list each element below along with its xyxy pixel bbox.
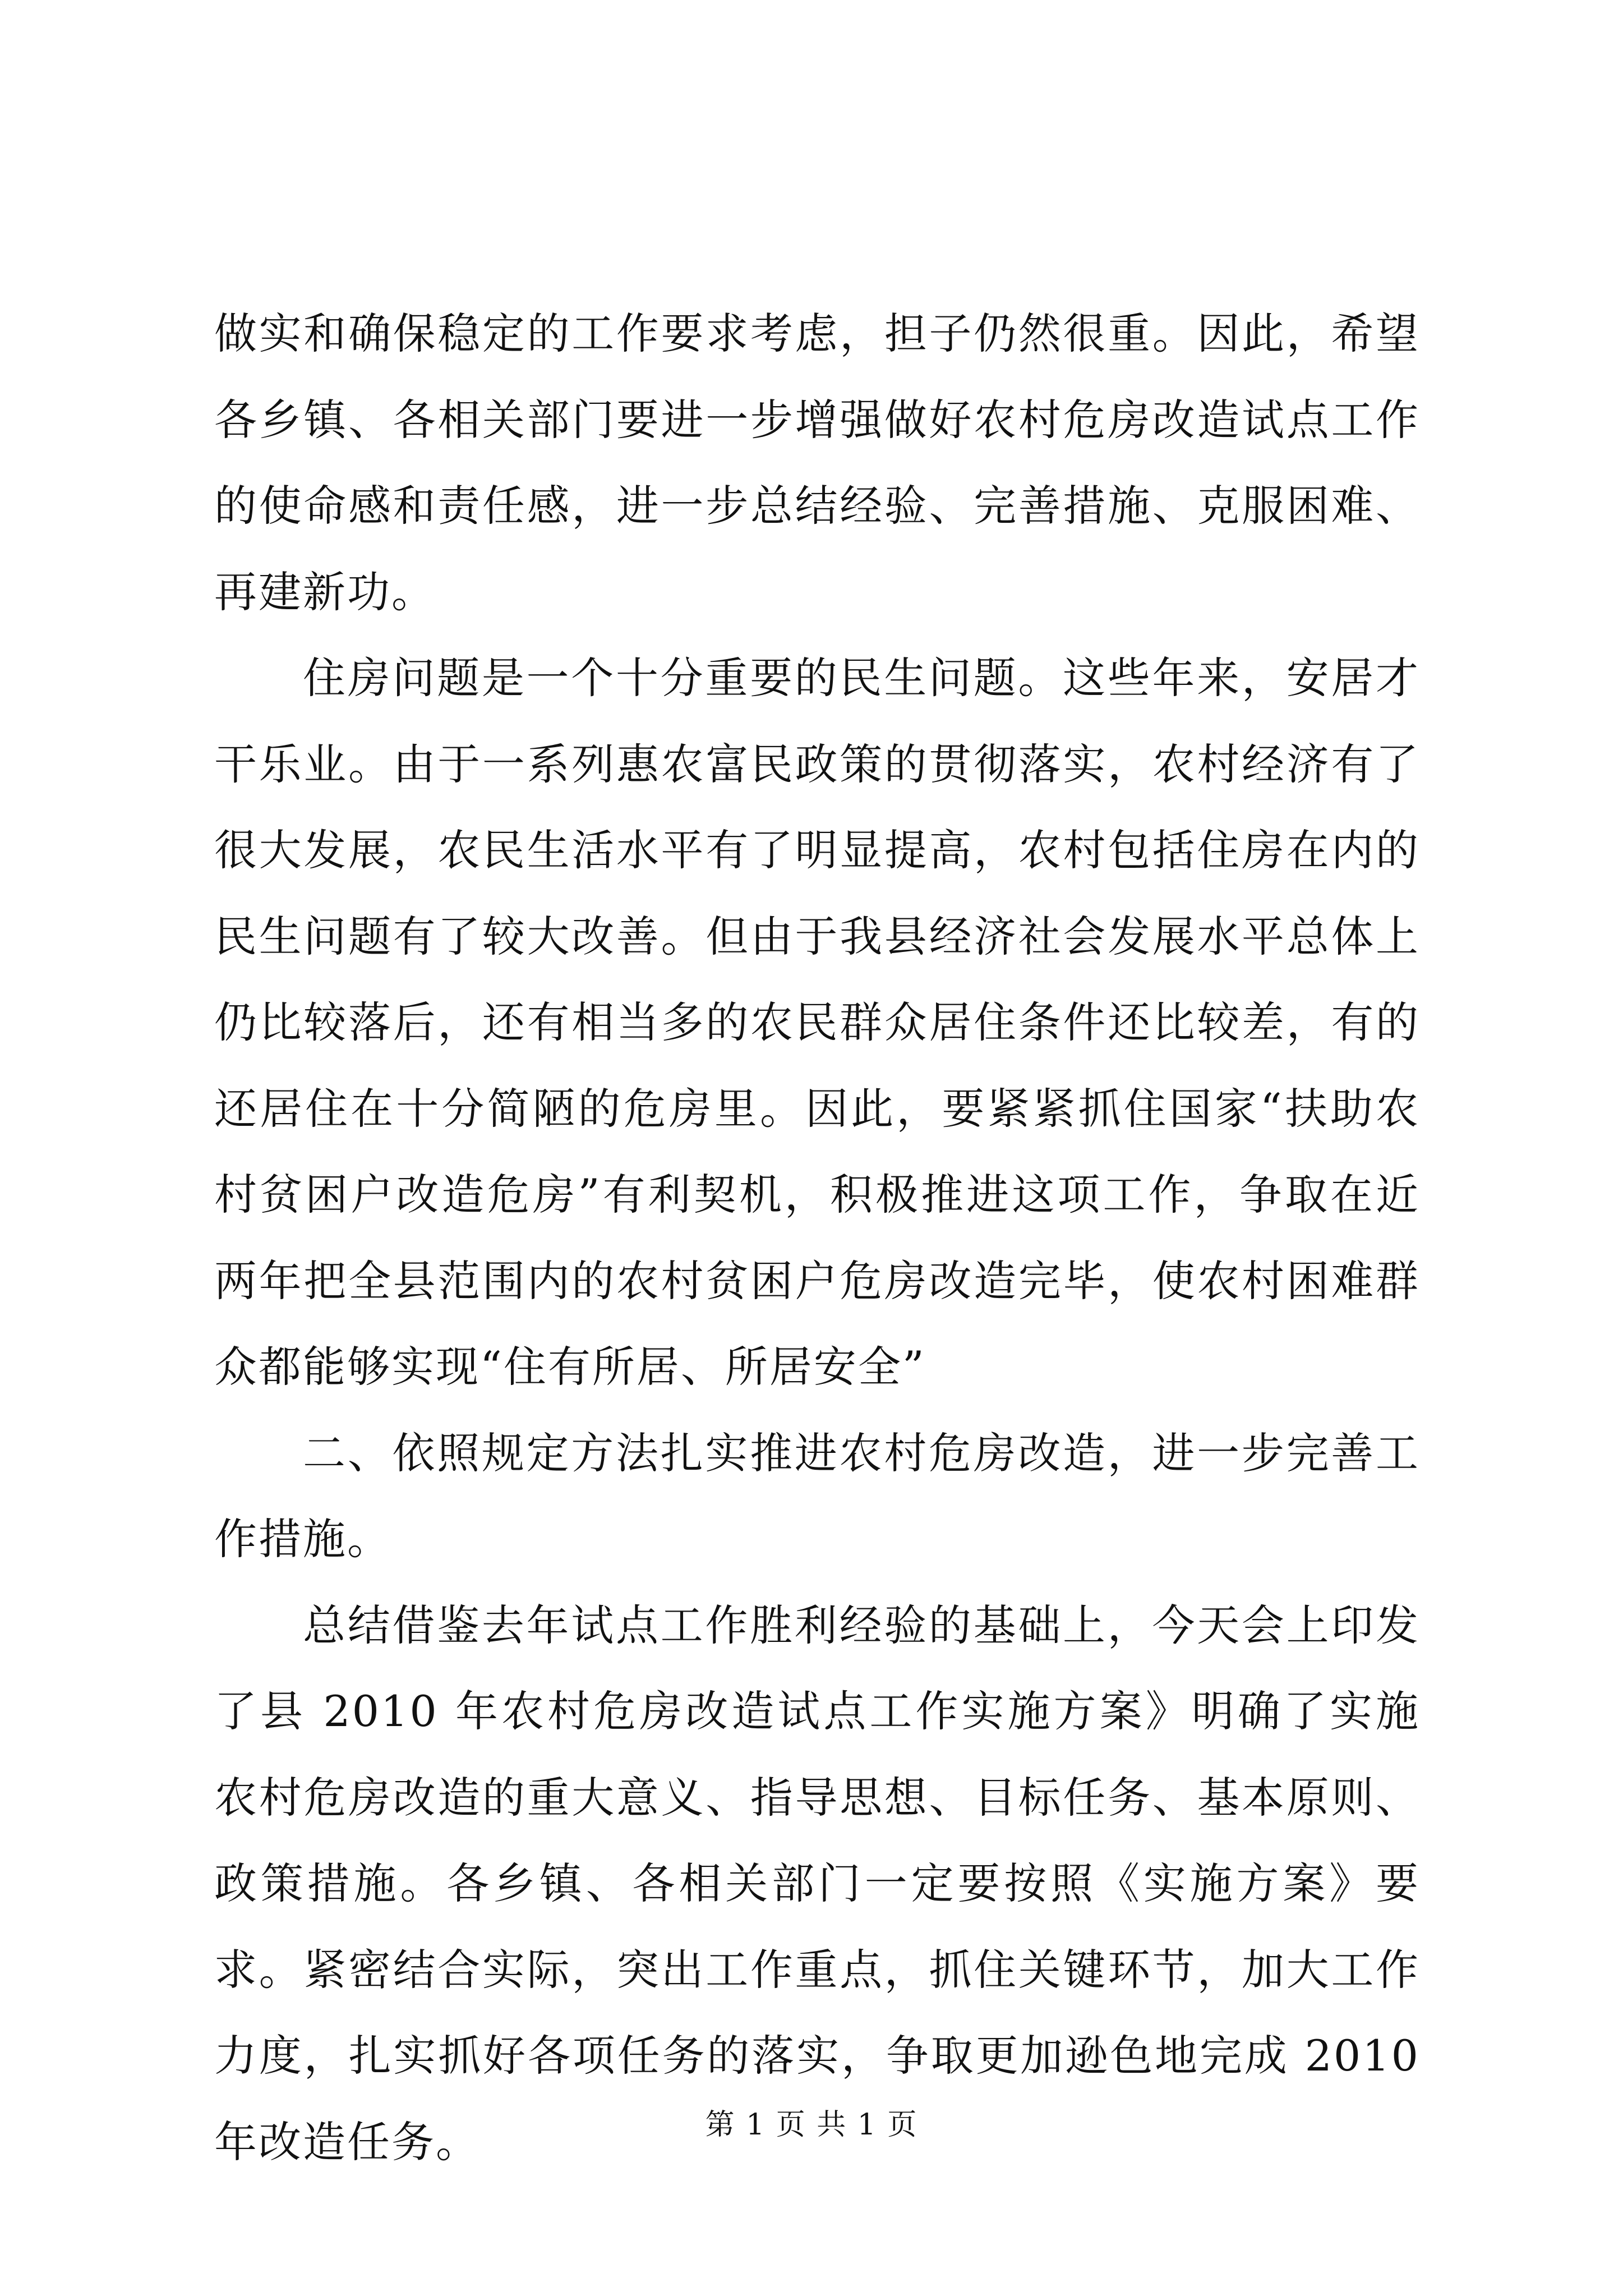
paragraph-implementation-plan: 总结借鉴去年试点工作胜利经验的基础上，今天会上印发了县 2010 年农村危房改造试点工作实施方案》明确了实施农村危房改造的重大意义、指导思想、目标任务、基本原则、政策措施。各乡镇、各相关部门一定要按照《实施方案》要求。紧密结合实际，突出工作重点，抓住关键环节，加大工作力度，扎实抓好各项任务的落实，争取更加逊色地完成 2010 年改造任务。 <box>214 1600 1420 2167</box>
document-body <box>214 291 1420 2185</box>
paragraph-housing-issue: 住房问题是一个十分重要的民生问题。这些年来，安居才干乐业。由于一系列惠农富民政策的贯彻落实，农村经济有了很大发展，农民生活水平有了明显提高，农村包括住房在内的民生问题有了较大改善。但由于我县经济社会发展水平总体上仍比较落后，还有相当多的农民群众居住条件还比较差，有的还居住在十分简陋的危房里。因此，要紧紧抓住国家“扶助农村贫困户改造危房”有利契机，积极推进这项工作，争取在近两年把全县范围内的农村贫困户危房改造完毕，使农村困难群众都能够实现“住有所居、所居安全” <box>214 653 1420 1392</box>
page-number-footer: 第 1 页 共 1 页 <box>705 2108 918 2142</box>
section-heading-two: 二、依照规定方法扎实推进农村危房改造，进一步完善工作措施。 <box>214 1428 1420 1564</box>
paragraph-continuation: 做实和确保稳定的工作要求考虑，担子仍然很重。因此，希望各乡镇、各相关部门要进一步增强做好农村危房改造试点工作的使命感和责任感，进一步总结经验、完善措施、克服困难、再建新功。 <box>214 309 1420 617</box>
